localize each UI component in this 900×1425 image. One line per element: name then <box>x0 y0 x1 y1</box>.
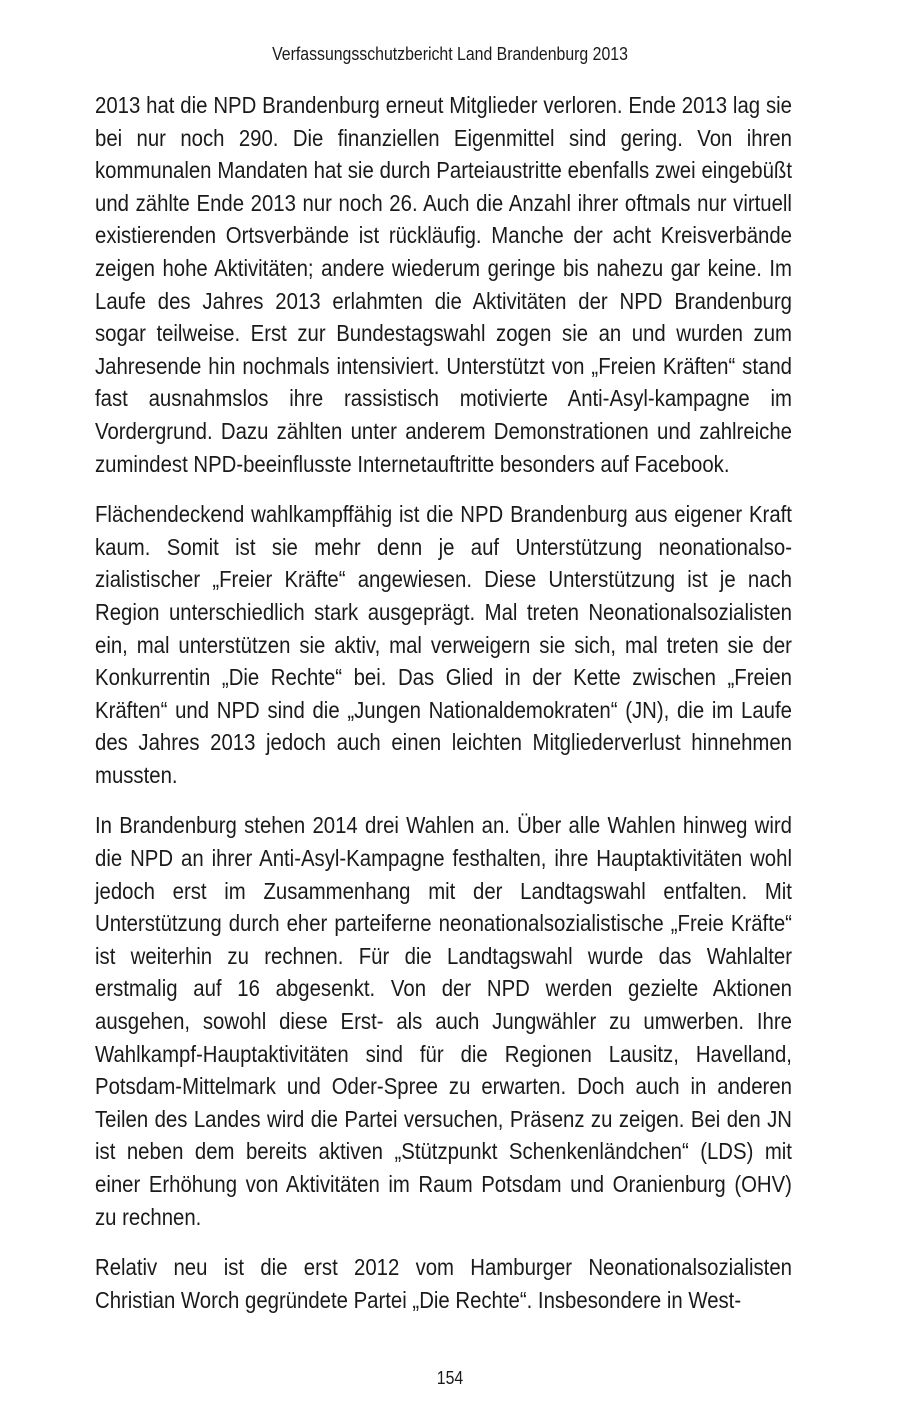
page-number: 154 <box>436 1368 464 1388</box>
paragraph-npd-membership: 2013 hat die NPD Brandenburg erneut Mitglieder verloren. Ende 2013 lag sie bei nur noch 290. Die finanziellen Eigenmittel sind gering. Von ihren kommunalen Mandaten hat sie durch Parteiaustritte ebenfalls zwei eingebüßt und zählte Ende 2013 nur noch 26. Auch die Anzahl ihrer oftmals nur virtuell existierenden Ortsverbände ist rückläufig. Manche der acht Kreisverbände zeigen hohe Aktivitäten; andere wiederum geringe bis nahezu gar keine. Im Laufe des Jahres 2013 erlahmten die Aktivitäten der NPD Brandenburg sogar teilweise. Erst zur Bundestagswahl zogen sie an und wurden zum Jahresende hin nochmals intensiviert. Unterstützt von „Freien Kräften“ stand fast ausnahmslos ihre rassistisch motivierte Anti-Asyl-kampagne im Vordergrund. Dazu zählten unter anderem Demonstrationen und zahlreiche zumindest NPD-beeinflusste Internetauftritte besonders auf Facebook. <box>95 92 792 477</box>
paragraph-elections-2014: In Brandenburg stehen 2014 drei Wahlen an. Über alle Wahlen hinweg wird die NPD an ihrer Anti-Asyl-Kampagne festhalten, ihre Hauptaktivitäten wohl jedoch erst im Zusammenhang mit der Landtagswahl entfalten. Mit Unterstützung durch eher parteiferne neonationalsozialistische „Freie Kräfte“ ist weiterhin zu rechnen. Für die Landtagswahl wurde das Wahlalter erstmalig auf 16 abgesenkt. Von der NPD werden gezielte Aktionen ausgehen, sowohl diese Erst- als auch Jungwähler zu umwerben. Ihre Wahlkampf-Hauptaktivitäten sind für die Regionen Lausitz, Havelland, Potsdam-Mittelmark und Oder-Spree zu erwarten. Doch auch in anderen Teilen des Landes wird die Partei versuchen, Präsenz zu zeigen. Bei den JN ist neben dem bereits aktiven „Stützpunkt Schenkenländchen“ (LDS) mit einer Erhöhung von Aktivitäten im Raum Potsdam und Oranienburg (OHV) zu rechnen. <box>95 812 792 1230</box>
paragraph-campaign-capability: Flächendeckend wahlkampffähig ist die NPD Brandenburg aus eigener Kraft kaum. Somit ist sie mehr denn je auf Unterstützung neonationalsozialistischer „Freier Kräfte“ angewiesen. Diese Unterstützung ist je nach Region unterschiedlich stark ausgeprägt. Mal treten Neonationalsozialisten ein, mal unterstützen sie aktiv, mal verweigern sie sich, mal treten sie der Konkurrentin „Die Rechte“ bei. Das Glied in der Kette zwischen „Freien Kräften“ und NPD sind die „Jungen Nationaldemokraten“ (JN), die im Laufe des Jahres 2013 jedoch auch einen leichten Mitgliederverlust hinnehmen mussten. <box>95 501 792 788</box>
body-text <box>95 89 792 1334</box>
running-header: Verfassungsschutzbericht Land Brandenburg 2013 <box>272 44 628 64</box>
paragraph-die-rechte: Relativ neu ist die erst 2012 vom Hamburger Neonationalsozialisten Christian Worch gegründete Partei „Die Rechte“. Insbesondere in West- <box>95 1254 792 1313</box>
